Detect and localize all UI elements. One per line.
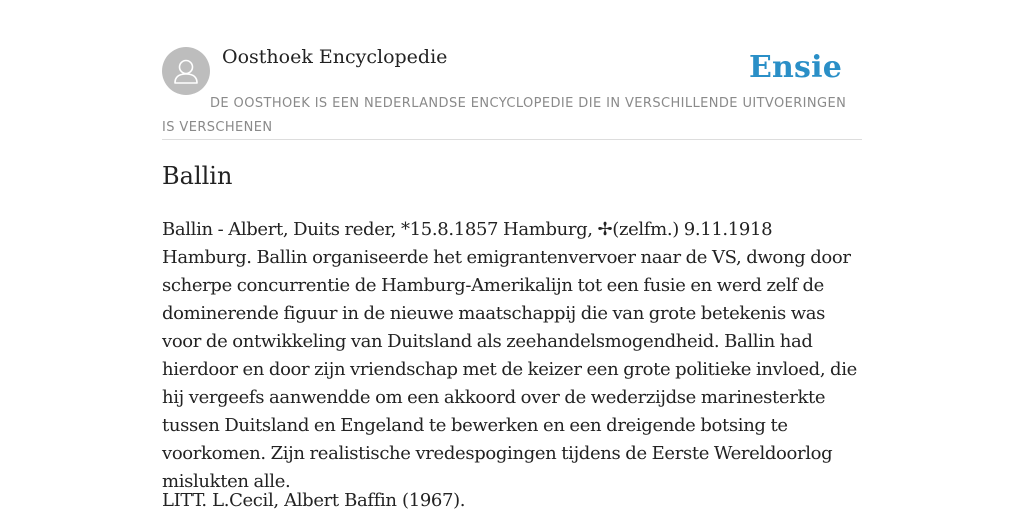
ensie-logo[interactable]: Ensie: [748, 50, 842, 85]
source-name[interactable]: Oosthoek Encyclopedie: [222, 46, 448, 68]
article-title: Ballin: [162, 162, 233, 190]
user-silhouette-icon: [162, 47, 210, 95]
source-avatar[interactable]: [162, 47, 210, 95]
literature-reference: LITT. L.Cecil, Albert Baffin (1967).: [162, 490, 466, 511]
header-divider: [162, 139, 862, 140]
article-body: Ballin - Albert, Duits reder, *15.8.1857 Hamburg, ✢(zelfm.) 9.11.1918 Hamburg. Ballin organiseerde het emigrantenvervoer naar de VS, dwong door scherpe concurrentie de Hamburg-Amerikalijn tot een fusie en werd zelf de dominerende figuur in de nieuwe maatschappij die van grote betekenis was voor de ontwikkeling van Duitsland als zeehandelsmogendheid. Ballin had hierdoor en door zijn vriendschap met de keizer een grote politieke invloed, die hij vergeefs aanwendde om een akkoord over de wederzijdse marinesterkte tussen Duitsland en Engeland te bewerken en een dreigende botsing te voorkomen. Zijn realistische vredespogingen tijdens de Eerste Wereldoorlog mislukten alle.: [162, 219, 857, 492]
source-description: DE OOSTHOEK IS EEN NEDERLANDSE ENCYCLOPEDIE DIE IN VERSCHILLENDE UITVOERINGEN IS VERSCHENEN: [162, 96, 847, 135]
